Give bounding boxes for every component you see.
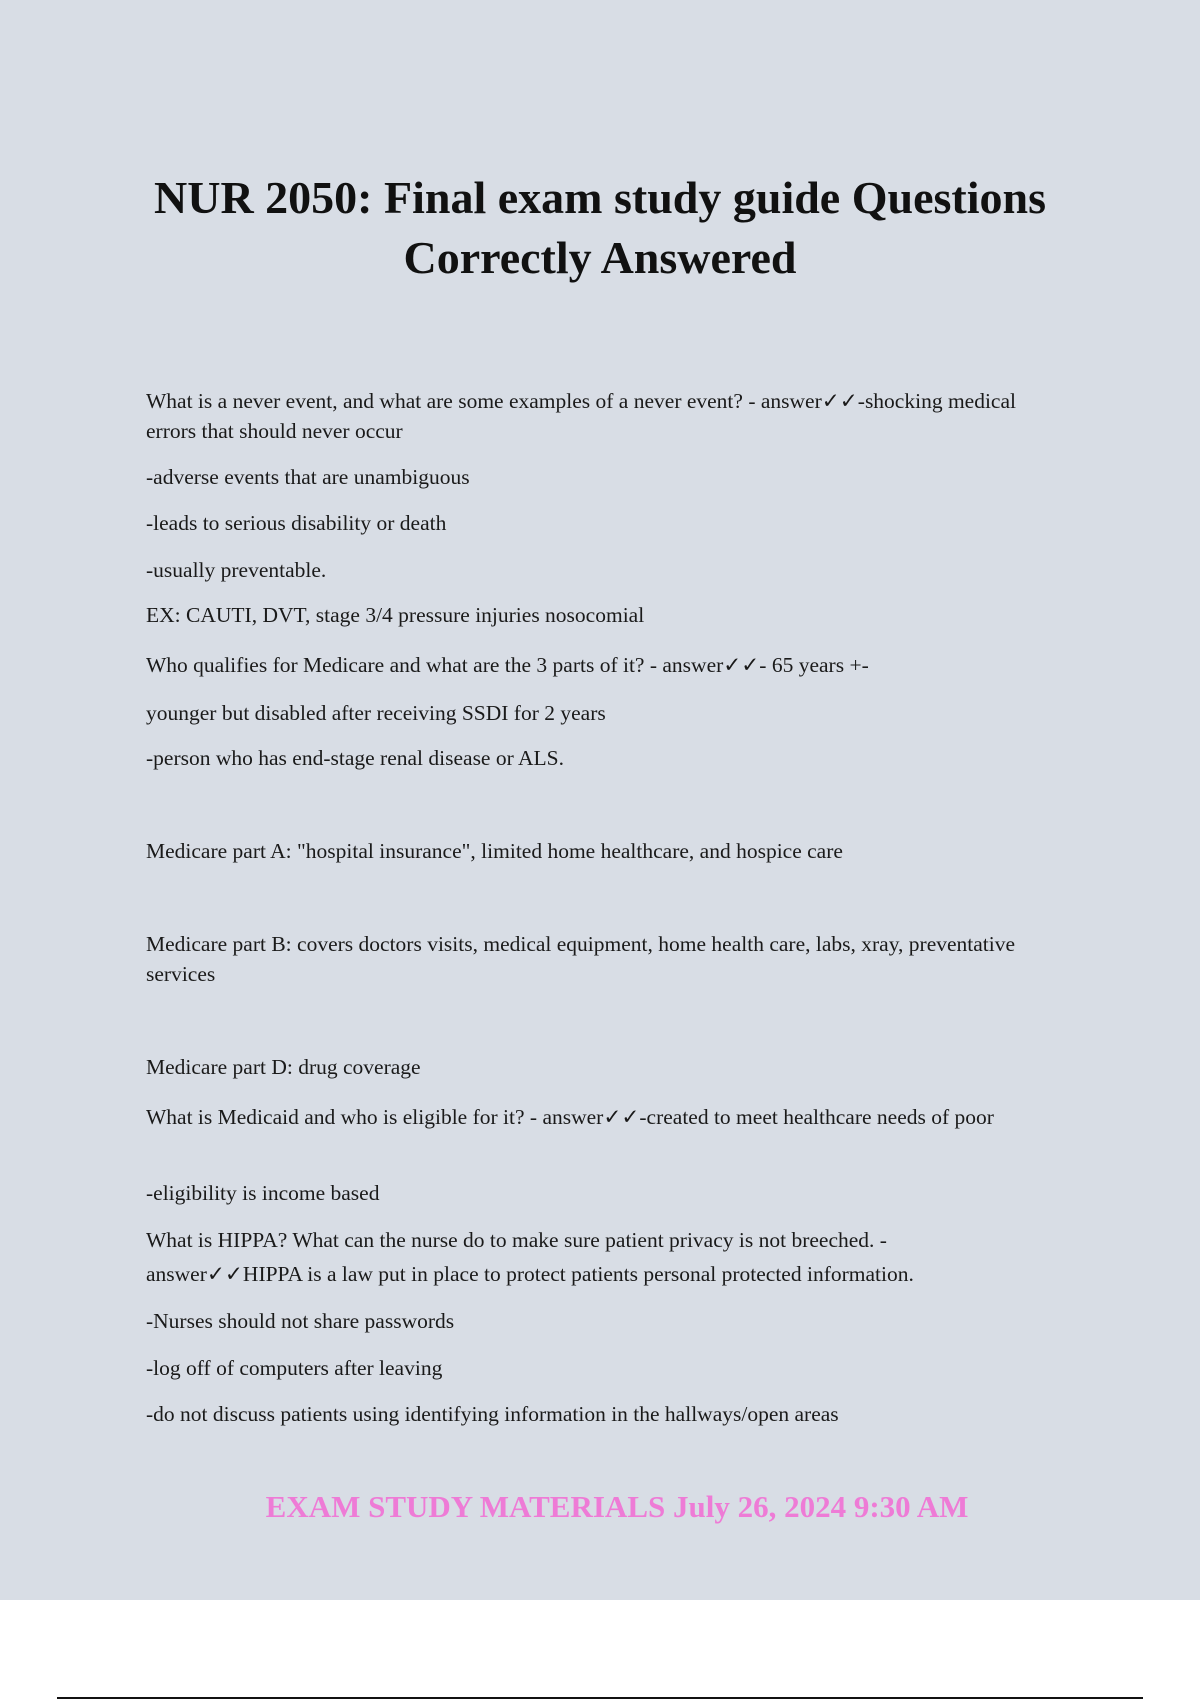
answer-line: -log off of computers after leaving xyxy=(146,1356,443,1380)
answer-line: answer✓✓HIPPA is a law put in place to protect patients personal protected information. xyxy=(146,1262,914,1286)
answer-line: Medicare part D: drug coverage xyxy=(146,1055,421,1079)
answer-line: -person who has end-stage renal disease or ALS. xyxy=(146,746,564,770)
question-never-event: What is a never event, and what are some examples of a never event? - answer✓✓-shocking medical errors that should never occur xyxy=(146,389,1016,443)
answer-line: Medicare part A: "hospital insurance", limited home healthcare, and hospice care xyxy=(146,839,843,863)
answer-line: -eligibility is income based xyxy=(146,1181,380,1205)
question-hippa: What is HIPPA? What can the nurse do to make sure patient privacy is not breeched. - xyxy=(146,1228,887,1252)
date-stamp: EXAM STUDY MATERIALS July 26, 2024 9:30 AM xyxy=(265,1489,969,1524)
answer-line: -leads to serious disability or death xyxy=(146,511,447,535)
question-medicare: Who qualifies for Medicare and what are the 3 parts of it? - answer✓✓- 65 years +- xyxy=(146,653,869,677)
answer-line: -usually preventable. xyxy=(146,558,327,582)
answer-line: -Nurses should not share passwords xyxy=(146,1309,455,1333)
document-title: NUR 2050: Final exam study guide Questions Correctly Answered xyxy=(154,172,1046,283)
answer-line: -do not discuss patients using identifying information in the hallways/open areas xyxy=(146,1402,839,1426)
answer-line: Medicare part B: covers doctors visits, medical equipment, home health care, labs, xray, preventative services xyxy=(146,932,1016,986)
answer-line: EX: CAUTI, DVT, stage 3/4 pressure injuries nosocomial xyxy=(146,603,645,627)
page-divider xyxy=(57,1697,1143,1699)
answer-line: younger but disabled after receiving SSDI for 2 years xyxy=(146,701,606,725)
answer-line: -adverse events that are unambiguous xyxy=(146,465,470,489)
question-medicaid: What is Medicaid and who is eligible for it? - answer✓✓-created to meet healthcare needs of poor xyxy=(146,1105,994,1129)
